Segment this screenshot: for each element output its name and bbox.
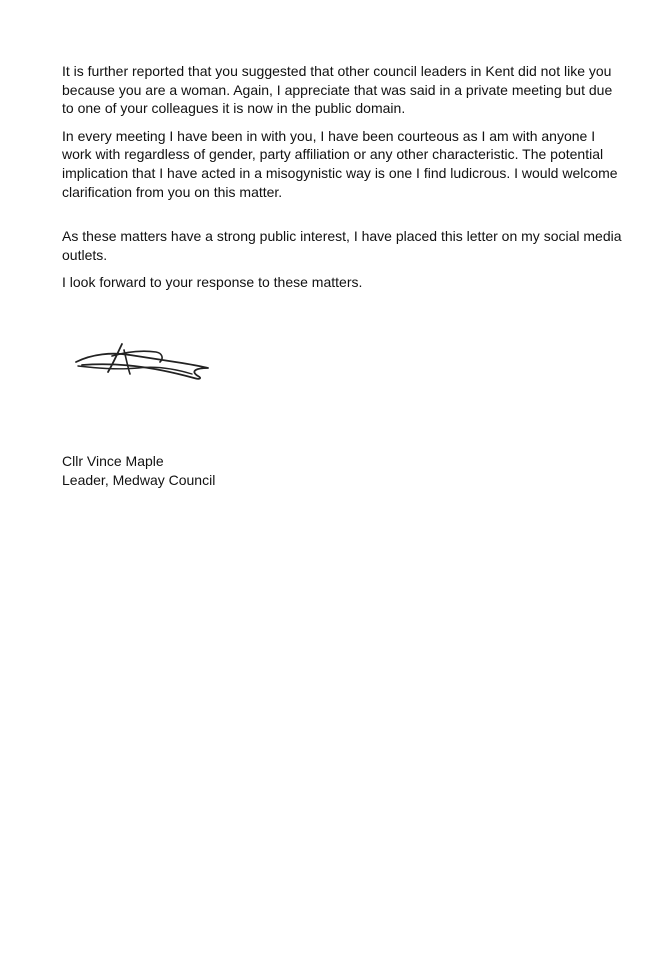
signatory-name: Cllr Vince Maple xyxy=(62,453,164,469)
paragraph-public-interest: As these matters have a strong public interest, I have placed this letter on my social media outlets. xyxy=(62,228,622,263)
handwritten-signature xyxy=(72,338,214,384)
paragraph-women-remark: It is further reported that you suggested that other council leaders in Kent did not like you because you are a woman. Again, I appreciate that was said in a private meeting but due to one of your colleagues it is now in the public domain. xyxy=(62,63,613,117)
letter-body xyxy=(62,62,622,292)
signatory-title: Leader, Medway Council xyxy=(62,471,216,488)
paragraph-closing: I look forward to your response to these matters. xyxy=(62,274,363,291)
paragraph-courtesy: In every meeting I have been in with you, I have been courteous as I am with anyone I work with regardless of gender, party affiliation or any other characteristic. The potential implication that I have acted in a misogynistic way is one I find ludicrous. I would welcome clarification from you on this matter. xyxy=(62,127,618,200)
signature-block xyxy=(62,452,215,489)
